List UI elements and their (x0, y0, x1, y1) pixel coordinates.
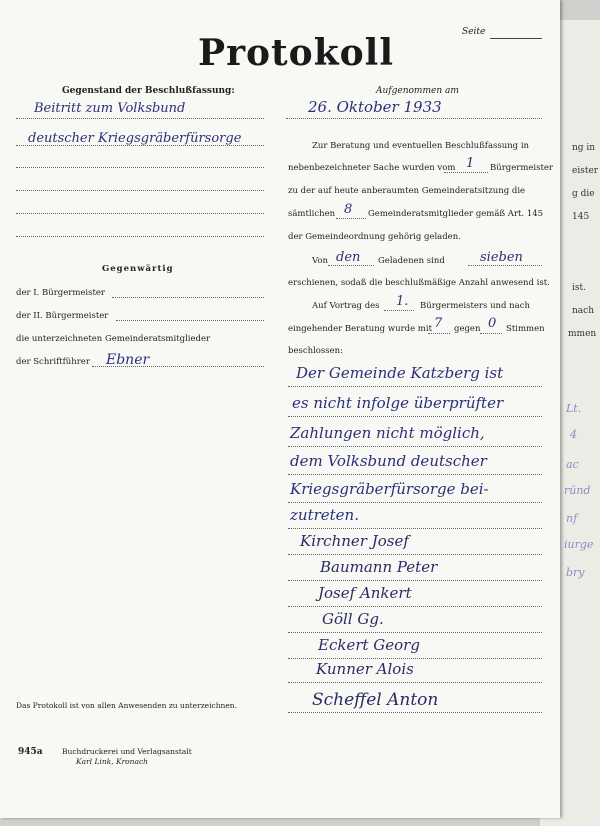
signature-dotline-2 (288, 580, 542, 581)
resolution-line-1: Der Gemeinde Katzberg ist (296, 364, 504, 382)
p2-sieben-line (468, 265, 542, 266)
bg-hand-5: nf (566, 512, 578, 525)
buergermeister-1-label: der I. Bürgermeister (16, 288, 105, 298)
buergermeister-1-line (112, 297, 264, 298)
bg-text-5: ist. (572, 283, 586, 293)
signature-3: Josef Ankert (318, 584, 412, 602)
gegenstand-line-1: Beitritt zum Volksbund (34, 101, 186, 116)
gegenstand-dotline-3 (16, 167, 264, 168)
p1-line-4b: Gemeinderatsmitglieder gemäß Art. 145 (368, 209, 544, 219)
resolution-line-5: Kriegsgräberfürsorge bei- (290, 480, 489, 498)
resolution-dotline-4 (288, 474, 542, 475)
resolution-dotline-5 (288, 502, 542, 503)
p2-den-value: den (336, 250, 361, 265)
p1-line-2a: nebenbezeichneter Sache wurden vom (288, 163, 456, 173)
p2-line-1b: Geladenen sind (378, 256, 445, 266)
seite-label: Seite (462, 27, 486, 37)
signature-6: Kunner Alois (316, 660, 414, 678)
p3-line-3: beschlossen: (288, 346, 343, 356)
resolution-line-2: es nicht infolge überprüfter (292, 394, 504, 412)
gegenstand-dotline-2 (16, 145, 264, 146)
p3-vortrag-value: 1. (396, 294, 409, 309)
gegenstand-dotline-1 (16, 118, 264, 119)
p3-line-1a: Auf Vortrag des (312, 301, 380, 311)
bg-hand-1: Lt. (566, 402, 582, 415)
seite-line (490, 38, 542, 39)
printer-line-2: Karl Link, Kronach (76, 757, 149, 766)
bg-text-1: ng in (572, 143, 596, 153)
p2-line-1a: Von (312, 256, 328, 266)
p3-ja-votes: 7 (434, 316, 443, 331)
signature-4: Göll Gg. (322, 610, 384, 628)
p1-line-3: zu der auf heute anberaumten Gemeinderatsitzung die (288, 186, 526, 196)
schriftfuehrer-label: der Schriftführer (16, 357, 90, 367)
resolution-dotline-2 (288, 416, 542, 417)
p1-line-5: der Gemeindeordnung gehörig geladen. (288, 232, 461, 242)
p2-line-2: erschienen, sodaß die beschlußmäßige Anzahl anwesend ist. (288, 278, 550, 288)
bg-text-3: g die (572, 189, 595, 199)
buergermeister-2-label: der II. Bürgermeister (16, 311, 109, 321)
resolution-dotline-6 (288, 528, 542, 529)
bg-text-2: eister (572, 166, 599, 176)
p1-line-2b: Bürgermeister (490, 163, 553, 173)
signature-dotline-5 (288, 658, 542, 659)
bg-hand-4: ründ (564, 484, 591, 497)
resolution-line-6: zutreten. (290, 506, 359, 524)
date-value: 26. Oktober 1933 (308, 98, 442, 116)
bg-hand-6: iurge (564, 538, 594, 551)
p3-line-2a: eingehender Beratung wurde mit (288, 324, 433, 334)
aufgenommen-label: Aufgenommen am (376, 86, 459, 96)
gemeinderat-label: die unterzeichneten Gemeinderatsmitglieder (16, 334, 211, 344)
signature-dotline-6 (288, 682, 542, 683)
p3-line-1b: Bürgermeisters und nach (420, 301, 530, 311)
p3-ja-line (428, 333, 450, 334)
signature-dotline-4 (288, 632, 542, 633)
signature-5: Eckert Georg (318, 636, 420, 654)
signature-1: Kirchner Josef (300, 532, 409, 550)
gegenstand-dotline-6 (16, 236, 264, 237)
gegenwaertig-label: Gegenwärtig (102, 264, 174, 274)
p2-den-line (328, 265, 374, 266)
p2-sieben-value: sieben (480, 250, 523, 265)
page-title: Protokoll (198, 32, 394, 74)
bg-hand-7: bry (566, 566, 585, 579)
resolution-line-3: Zahlungen nicht möglich, (290, 424, 485, 442)
p3-nein-line (480, 333, 502, 334)
signature-dotline-3 (288, 606, 542, 607)
form-number: 945a (18, 747, 43, 757)
p1-buergermeister-count: 1 (466, 156, 475, 171)
date-line (286, 118, 542, 119)
resolution-dotline-3 (288, 446, 542, 447)
p1-line-4a: sämtlichen (288, 209, 336, 219)
bg-text-6: nach (572, 306, 594, 316)
resolution-line-4: dem Volksbund deutscher (290, 452, 487, 470)
p3-line-2c: Stimmen (506, 324, 545, 334)
signature-7: Scheffel Anton (312, 690, 439, 710)
p1-member-count: 8 (344, 202, 353, 217)
p3-line-2b: gegen (454, 324, 481, 334)
gegenstand-dotline-4 (16, 190, 264, 191)
bg-text-7: mmen (568, 329, 597, 339)
p1-count-line (336, 218, 366, 219)
signature-2: Baumann Peter (320, 558, 438, 576)
printer-line-1: Buchdruckerei und Verlagsanstalt (62, 747, 192, 756)
schriftfuehrer-value: Ebner (106, 352, 150, 368)
bg-hand-3: ac (566, 458, 579, 471)
p1-line-1: Zur Beratung und eventuellen Beschlußfassung in (312, 141, 530, 151)
signature-dotline-7 (288, 712, 542, 713)
p3-nein-votes: 0 (488, 316, 497, 331)
bg-text-4: 145 (572, 212, 590, 222)
signature-dotline-1 (288, 554, 542, 555)
p1-vom-line (444, 172, 488, 173)
gegenstand-dotline-5 (16, 213, 264, 214)
footer-note: Das Protokoll ist von allen Anwesenden zu unterzeichnen. (16, 701, 238, 710)
gegenstand-line-2: deutscher Kriegsgräberfürsorge (28, 131, 242, 146)
bg-hand-2: 4 (570, 428, 577, 441)
buergermeister-2-line (116, 320, 264, 321)
gegenstand-label: Gegenstand der Beschlußfassung: (62, 86, 235, 96)
p3-vortrag-line (384, 310, 414, 311)
resolution-dotline-1 (288, 386, 542, 387)
